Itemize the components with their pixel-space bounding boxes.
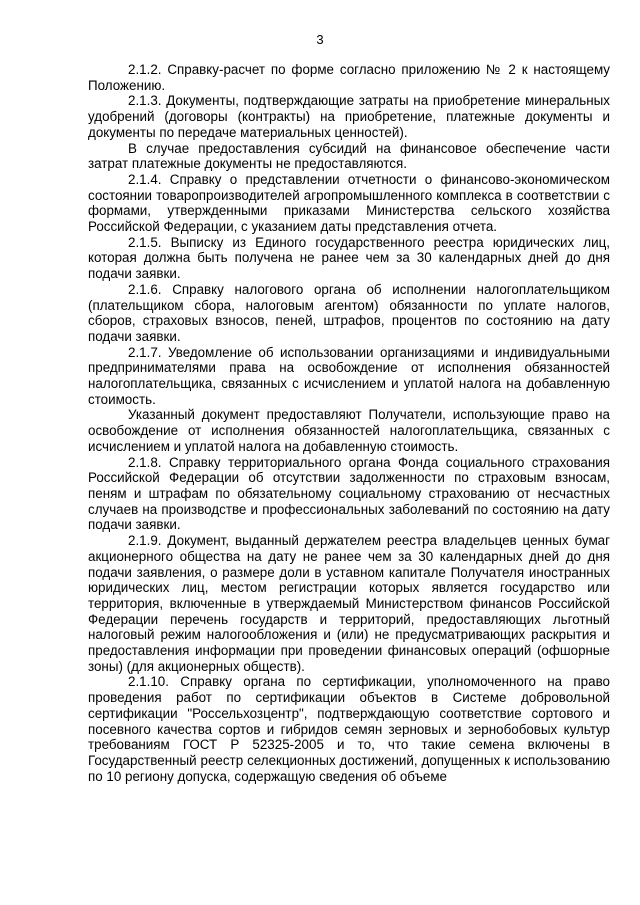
document-body <box>88 62 610 784</box>
paragraph-2-1-2: 2.1.2. Справку-расчет по форме согласно приложению № 2 к настоящему Положению. <box>88 62 610 93</box>
paragraph-2-1-8: 2.1.8. Справку территориального органа Фонда социального страхования Российской Федерации об отсутствии задолженности по страховым взносам, пеням и штрафам по обязательному социальному страхованию от несчастных случаев на производстве и профессиональных заболеваний по состоянию на дату подачи заявки. <box>88 454 610 533</box>
paragraph-2-1-10: 2.1.10. Справку органа по сертификации, уполномоченного на право проведения работ по сертификации объектов в Системе добровольной сертификации "Россельхозцентр", подтверждающую соответствие сортового и посевного качества сортов и гибридов семян зерновых и зернобобовых культур требованиям ГОСТ Р 52325-2005 и то, что такие семена включены в Государственный реестр селекционных достижений, допущенных к использованию по 10 региону допуска, содержащую сведения об объеме <box>88 674 610 784</box>
paragraph-2-1-7: 2.1.7. Уведомление об использовании организациями и индивидуальными предпринимателями права на освобождение от исполнения обязанностей налогоплательщика, связанных с исчислением и уплатой налога на добавленную стоимость. <box>88 344 610 407</box>
paragraph-vat-note: Указанный документ предоставляют Получатели, использующие право на освобождение от исполнения обязанностей налогоплательщика, связанных с исчислением и уплатой налога на добавленную стоимость. <box>88 407 610 454</box>
paragraph-2-1-5: 2.1.5. Выписку из Единого государственного реестра юридических лиц, которая должна быть получена не ранее чем за 30 календарных дней до дня подачи заявки. <box>88 234 610 282</box>
paragraph-2-1-4: 2.1.4. Справку о представлении отчетности о финансово-экономическом состоянии товаропроизводителей агропромышленного комплекса в соответствии с формами, утвержденными приказами Министерства сельского хозяйства Российской Федерации, с указанием даты представления отчета. <box>88 171 610 235</box>
paragraph-subsidy-note: В случае предоставления субсидий на финансовое обеспечение части затрат платежные документы не предоставляются. <box>88 140 610 172</box>
paragraph-2-1-6: 2.1.6. Справку налогового органа об исполнении налогоплательщиком (плательщиком сбора, налоговым агентом) обязанности по уплате налогов, сборов, страховых взносов, пеней, штрафов, процентов по состоянию на дату подачи заявки. <box>88 281 610 344</box>
page-number: 3 <box>316 32 324 47</box>
paragraph-2-1-9: 2.1.9. Документ, выданный держателем реестра владельцев ценных бумаг акционерного общества на дату не ранее чем за 30 календарных дней до дня подачи заявления, о размере доли в уставном капитале Получателя иностранных юридических лиц, местом регистрации которых является государство или территория, включенные в утверждаемый Министерством финансов Российской Федерации перечень государств и территорий, предоставляющих льготный налоговый режим налогообложения и (или) не предусматривающих раскрытия и предоставления информации при проведении финансовых операций (офшорные зоны) (для акционерных обществ). <box>88 533 610 674</box>
paragraph-2-1-3: 2.1.3. Документы, подтверждающие затраты на приобретение минеральных удобрений (договоры (контракты) на приобретение, платежные документы и документы по передаче материальных ценностей). <box>88 93 610 140</box>
